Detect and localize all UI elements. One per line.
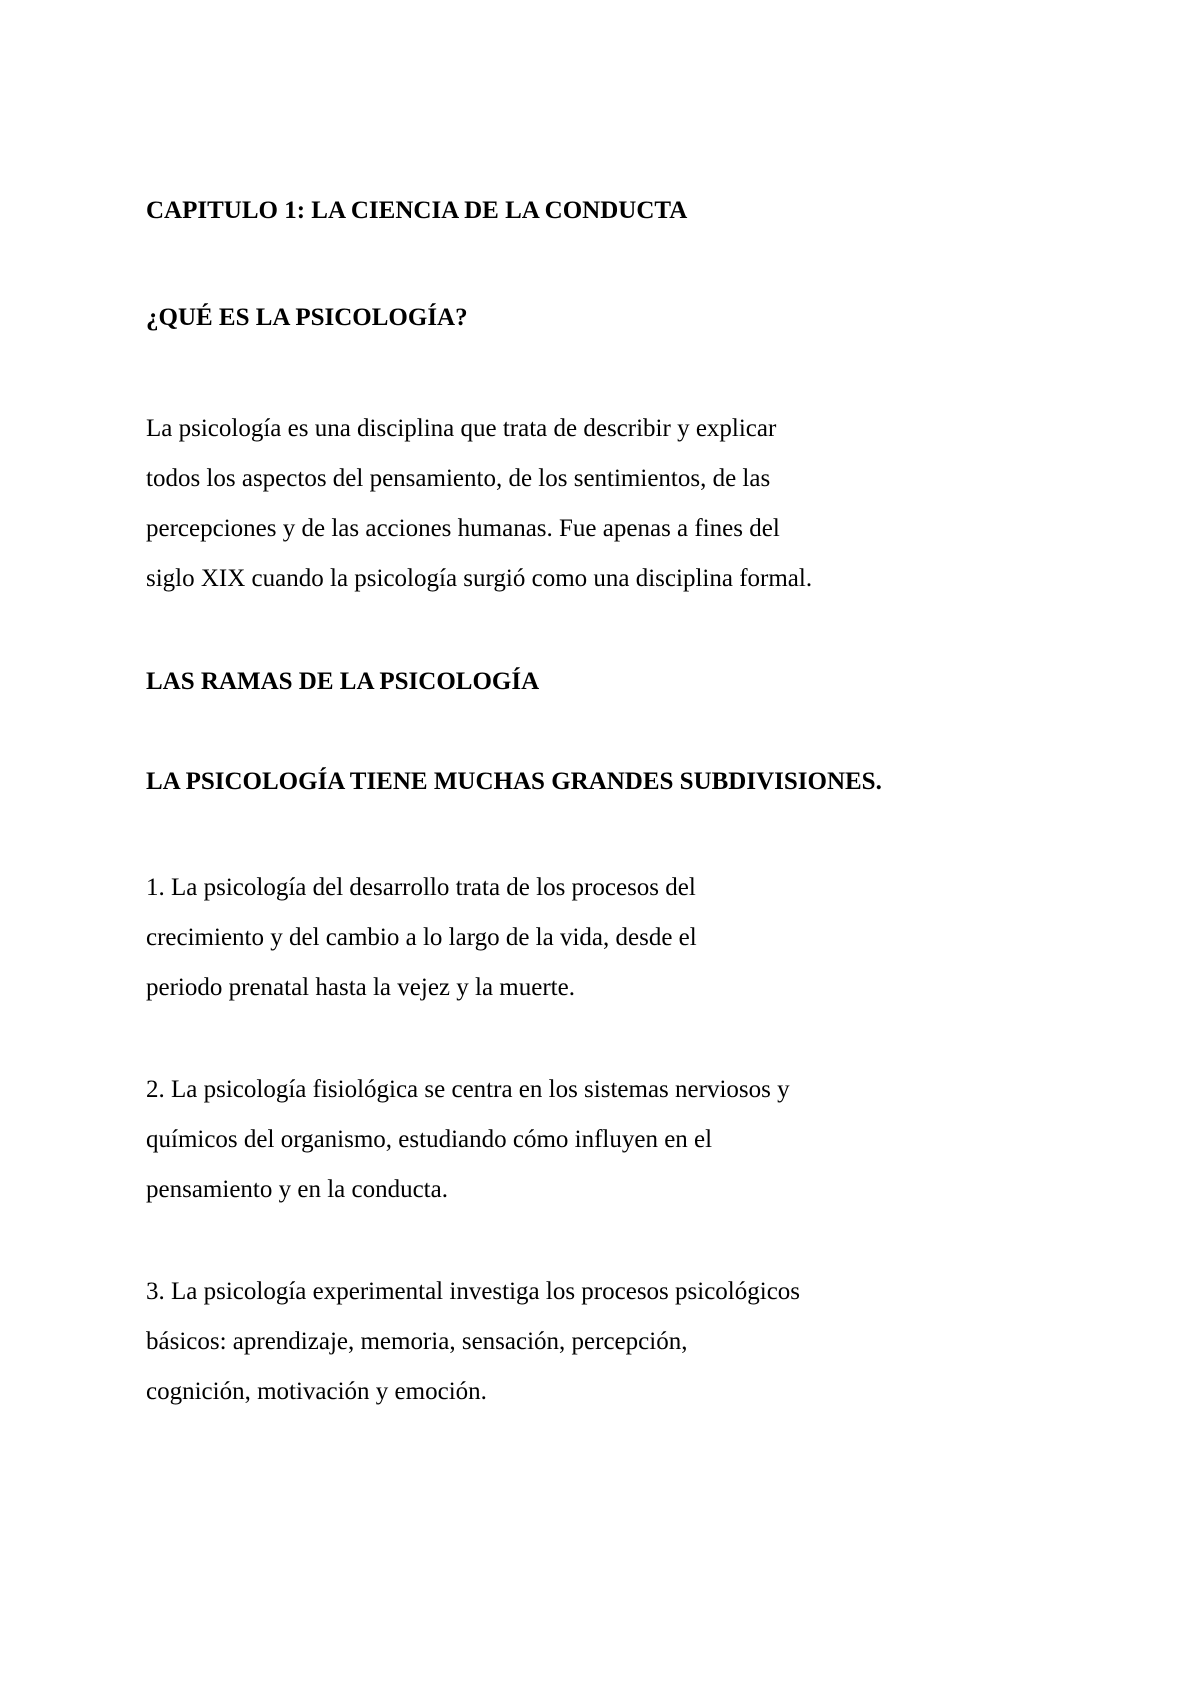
list-item-line: químicos del organismo, estudiando cómo influyen en el bbox=[146, 1126, 713, 1153]
list-item-line: 3. La psicología experimental investiga los procesos psicológicos bbox=[146, 1278, 801, 1305]
paragraph-line: La psicología es una disciplina que trata de describir y explicar bbox=[146, 415, 777, 442]
list-item-line: periodo prenatal hasta la vejez y la muerte. bbox=[146, 974, 575, 1001]
section-heading-ramas: LAS RAMAS DE LA PSICOLOGÍA bbox=[146, 668, 540, 695]
chapter-title: CAPITULO 1: LA CIENCIA DE LA CONDUCTA bbox=[146, 197, 688, 224]
paragraph-line: todos los aspectos del pensamiento, de los sentimientos, de las bbox=[146, 465, 771, 492]
list-item-line: 1. La psicología del desarrollo trata de los procesos del bbox=[146, 874, 696, 901]
paragraph-line: percepciones y de las acciones humanas. Fue apenas a fines del bbox=[146, 515, 780, 542]
list-item-line: crecimiento y del cambio a lo largo de la vida, desde el bbox=[146, 924, 697, 951]
list-item-line: cognición, motivación y emoción. bbox=[146, 1378, 487, 1405]
paragraph-line: siglo XIX cuando la psicología surgió como una disciplina formal. bbox=[146, 565, 813, 592]
list-item-line: 2. La psicología fisiológica se centra en los sistemas nerviosos y bbox=[146, 1076, 790, 1103]
list-item-line: pensamiento y en la conducta. bbox=[146, 1176, 448, 1203]
list-item-line: básicos: aprendizaje, memoria, sensación, percepción, bbox=[146, 1328, 688, 1355]
subsection-heading: LA PSICOLOGÍA TIENE MUCHAS GRANDES SUBDIVISIONES. bbox=[146, 768, 882, 795]
section-heading-que-es: ¿QUÉ ES LA PSICOLOGÍA? bbox=[146, 304, 468, 331]
